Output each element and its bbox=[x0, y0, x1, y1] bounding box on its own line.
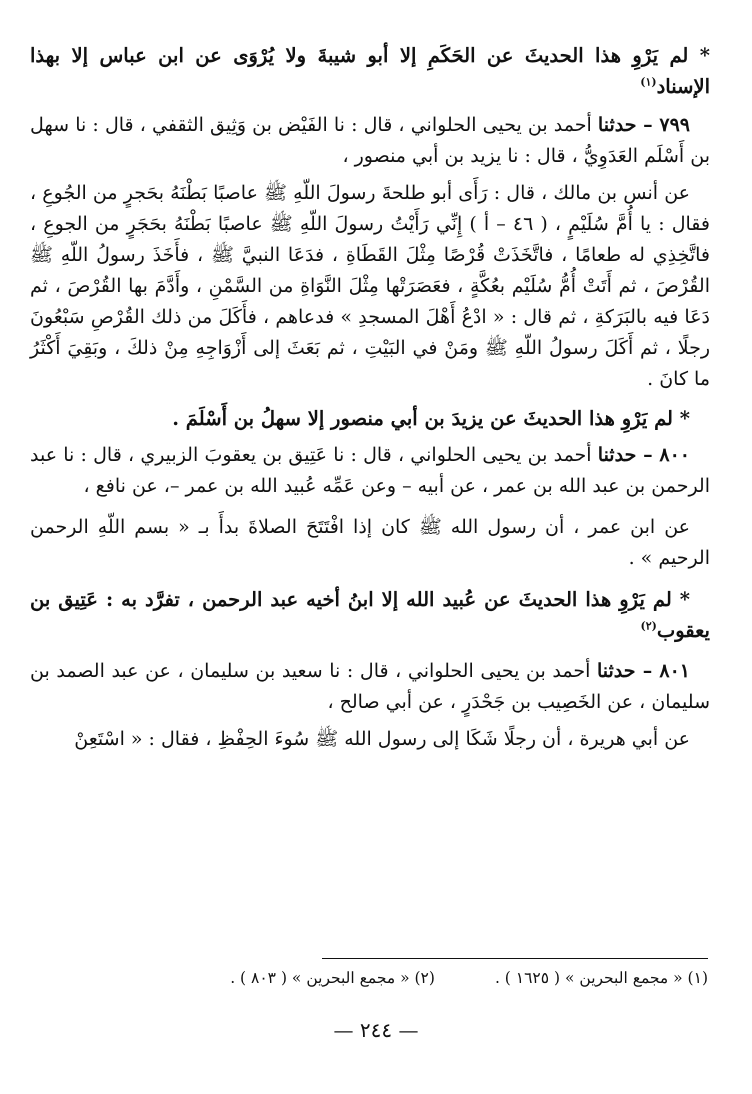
footnote-2: (٢) « مجمع البحرين » ( ٨٠٣ ) . bbox=[230, 969, 435, 987]
footnote-marker: (١) bbox=[640, 75, 657, 89]
hadith-matn: عن أبي هريرة ، أن رجلًا شَكَا إلى رسول الله ﷺ سُوءَ الحِفْظِ ، فقال : « اسْتَعِنْ bbox=[74, 728, 690, 750]
editor-note bbox=[30, 40, 710, 102]
note-text: * لم يَرْوِ هذا الحديثَ عن الحَكَمِ إلا أبو شيبةَ ولا يُرْوَى عن ابن عباس إلا بهذا الإسناد bbox=[30, 44, 710, 98]
page-body bbox=[30, 40, 710, 755]
hadith-isnad bbox=[30, 656, 710, 718]
editor-note: * لم يَرْوِ هذا الحديثَ عن يزيدَ بن أبي منصور إلا سهلُ بن أَسْلَمَ . bbox=[172, 407, 690, 430]
isnad-text: أحمد بن يحيى الحلواني ، قال : نا عَتِيق بن يعقوبَ الزبيري ، قال : نا عبد الرحمن بن عبد الله بن عمر ، عن أبيه – وعن عَمِّه عُبيد الله بن عمر –، عن نافع ، bbox=[30, 444, 710, 497]
page-number: — ٢٤٤ — bbox=[333, 1018, 419, 1042]
hadith-isnad bbox=[30, 110, 710, 172]
footnotes bbox=[40, 966, 708, 990]
editor-note bbox=[30, 584, 710, 646]
hadith-matn: عن أنس بن مالك ، قال : رَأَى أبو طلحةَ رسولَ اللّهِ ﷺ عاصبًا بَطْنَهُ بحَجرٍ من الجُوعِ ، فقال : يا أُمَّ سُلَيْمٍ ، ( ٤٦ – أ ) إِنِّي رَأَيْتُ رسولَ اللّهِ ﷺ عاصبًا بَطْنَهُ بحَجَرٍ من الجوعِ ، فاتَّخِذِي له طعامًا ، فاتَّخَذَتْ قُرْصًا مِثْلَ القَطَاةِ ، فدَعَا النبيَّ ﷺ ، فأَخَذَ رسولُ اللّهِ ﷺ القُرْصَ ، ثم أَتَتْ أُمُّ سُلَيْم بعُكَّةٍ ، فعَصَرَتْها مِثْلَ النَّوَاةِ من السَّمْنِ ، وأَدَّمَ بها القُرْصَ ، ثم دَعَا فيه بالبَرَكةِ ، ثم قال : « ادْعُ أَهْلَ المسجدِ » فدعاهم ، فأَكَلَ من ذلك القُرْصِ سَبْعُونَ رجلًا ، ثم أَكَلَ رسولُ اللّهِ ﷺ ومَنْ في البَيْتِ ، ثم بَعَثَ إلى أَزْوَاجِهِ مِنْ ذلكَ ، وبَقِيَ أَكْثَرُ ما كانَ . bbox=[30, 182, 710, 390]
footnote-1: (١) « مجمع البحرين » ( ١٦٢٥ ) . bbox=[494, 969, 708, 987]
isnad-text: أحمد بن يحيى الحلواني ، قال : نا الفَيْض بن وَثِيق الثقفي ، قال : نا سهل بن أَسْلَم العَدَوِيُّ ، قال : نا يزيد بن أبي منصور ، bbox=[30, 114, 710, 167]
note-text: * لم يَرْوِ هذا الحديثَ عن عُبيد الله إلا ابنُ أخيه عبد الرحمن ، تفرَّد به : عَتِيق بن يعقوب bbox=[30, 588, 710, 642]
hadith-isnad bbox=[30, 440, 710, 502]
hadith-number: ٧٩٩ – حدثنا bbox=[597, 114, 690, 136]
isnad-text: أحمد بن يحيى الحلواني ، قال : نا سعيد بن سليمان ، عن عبد الصمد بن سليمان ، عن الخَصِيب بن جَحْدَرٍ ، عن أبي صالح ، bbox=[30, 660, 710, 713]
hadith-matn: عن ابن عمر ، أن رسول الله ﷺ كان إذا افْتَتَحَ الصلاةَ بدأَ بـ « بسم اللّهِ الرحمن الرحيم » . bbox=[30, 516, 710, 569]
footnote-marker: (٢) bbox=[640, 619, 657, 633]
hadith-number: ٨٠٠ – حدثنا bbox=[597, 444, 690, 466]
hadith-number: ٨٠١ – حدثنا bbox=[597, 660, 690, 682]
footnote-divider bbox=[322, 958, 708, 959]
